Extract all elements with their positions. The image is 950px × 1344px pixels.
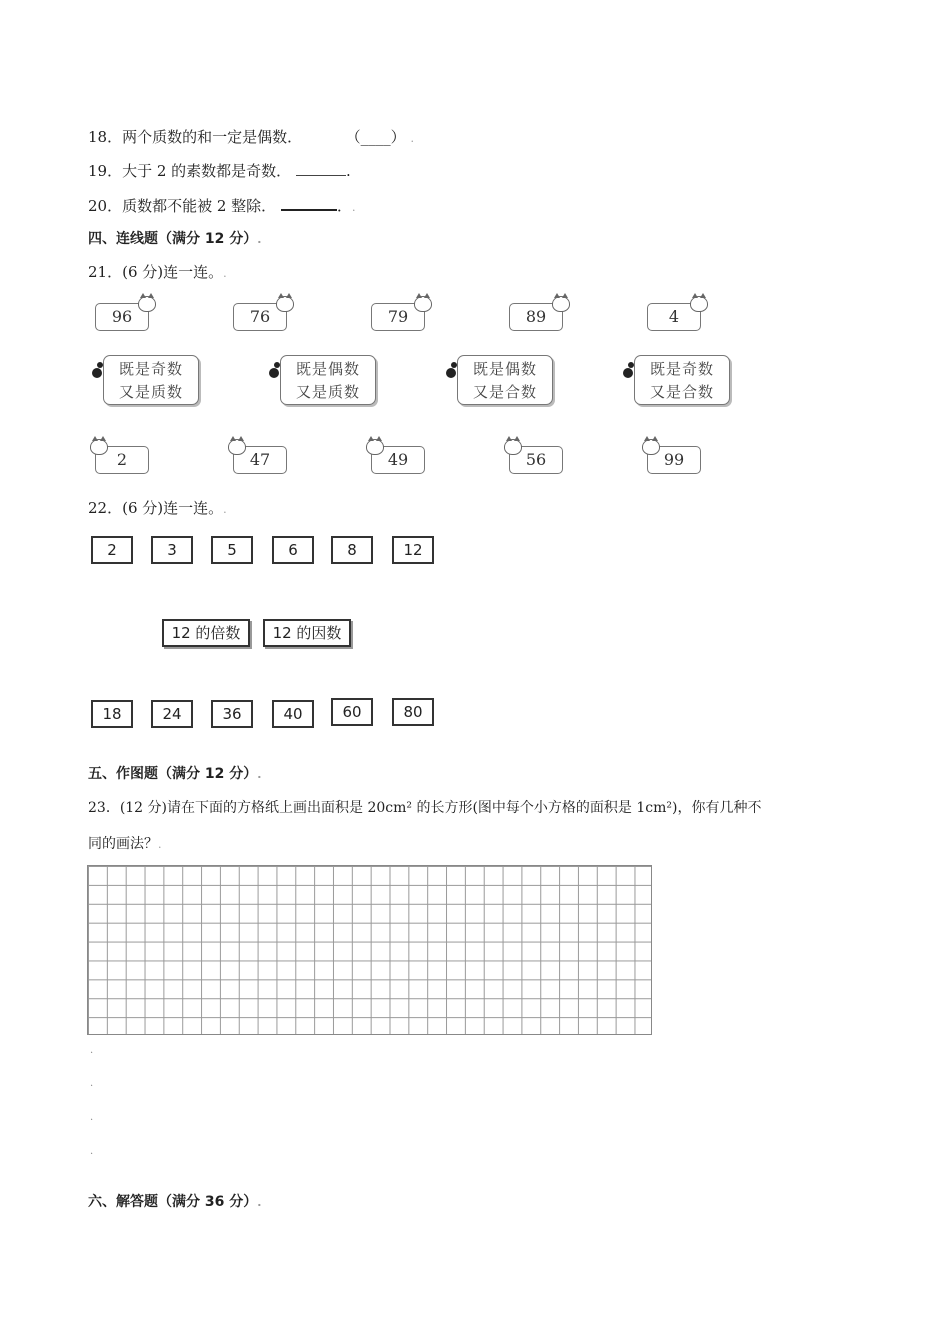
q21-top-number-tag[interactable] — [371, 303, 425, 331]
bug-icon — [623, 368, 633, 378]
question-20-text: 20．质数都不能被 2 整除． — [88, 197, 277, 215]
q21-category-box[interactable] — [280, 355, 376, 405]
question-18-text: 18．两个质数的和一定是偶数． — [88, 128, 303, 146]
bug-icon — [92, 368, 102, 378]
question-23-text-line2: 同的画法？ — [88, 836, 158, 852]
paragraph-mark: . — [90, 1146, 94, 1157]
section-5-title: 五、作图题（满分 12 分）. — [88, 766, 262, 782]
question-18: 18．两个质数的和一定是偶数． （____） . — [88, 128, 414, 146]
section-4-title: 四、连线题（满分 12 分）. — [88, 231, 262, 247]
grid-paper[interactable] — [87, 865, 652, 1035]
q22-bottom-number: 24 — [162, 705, 182, 723]
q22-top-number-box[interactable] — [211, 536, 253, 564]
section-6-title: 六、解答题（满分 36 分）. — [88, 1194, 262, 1210]
question-22: 22．(6 分)连一连。. — [88, 499, 227, 517]
question-19-answer-blank[interactable] — [296, 161, 346, 176]
q21-top-number-tag[interactable] — [95, 303, 149, 331]
q22-top-number: 5 — [227, 541, 237, 559]
q21-bottom-number-tag[interactable] — [233, 446, 287, 474]
q21-bottom-number-tag[interactable] — [509, 446, 563, 474]
q22-top-number-box[interactable] — [392, 536, 434, 564]
q22-top-number-box[interactable] — [331, 536, 373, 564]
q21-category-line1: 既是奇数 — [649, 360, 714, 378]
question-23-text-line1: 23．(12 分)请在下面的方格纸上画出面积是 20cm² 的长方形(图中每个小方格的面积是 1cm²)，你有几种不 — [88, 800, 762, 816]
question-19-text: 19．大于 2 的素数都是奇数． — [88, 162, 292, 180]
question-20: 20．质数都不能被 2 整除． ．. — [88, 197, 356, 215]
q22-multiple-of-12-box[interactable] — [162, 619, 250, 647]
cat-icon — [504, 439, 522, 455]
q22-top-number: 12 — [403, 541, 423, 559]
q21-top-number-tag[interactable] — [509, 303, 563, 331]
q22-bottom-number-box[interactable] — [272, 700, 314, 728]
bug-icon — [269, 368, 279, 378]
cat-icon — [276, 296, 294, 312]
paragraph-mark: . — [90, 1045, 94, 1056]
cat-icon — [690, 296, 708, 312]
q21-top-number-tag[interactable] — [647, 303, 701, 331]
cat-icon — [414, 296, 432, 312]
q21-top-number: 89 — [525, 307, 547, 326]
q21-top-number: 96 — [111, 307, 133, 326]
q22-top-number: 8 — [347, 541, 357, 559]
question-21: 21．(6 分)连一连。. — [88, 263, 227, 281]
bug-icon — [446, 368, 456, 378]
q21-category-box[interactable] — [457, 355, 553, 405]
q21-bottom-number-tag[interactable] — [95, 446, 149, 474]
question-23-line2: 同的画法？. — [88, 836, 162, 852]
q21-category-line2: 又是合数 — [472, 383, 537, 401]
q21-category-line2: 又是质数 — [118, 383, 183, 401]
q21-top-number: 76 — [249, 307, 271, 326]
q21-bottom-number: 56 — [525, 450, 547, 469]
q21-bottom-number: 47 — [249, 450, 271, 469]
section-5-title-text: 五、作图题（满分 12 分） — [88, 766, 258, 782]
cat-icon — [642, 439, 660, 455]
question-20-answer-blank[interactable] — [281, 195, 337, 211]
q21-bottom-number: 99 — [663, 450, 685, 469]
q21-bottom-number-tag[interactable] — [647, 446, 701, 474]
q22-bottom-number: 40 — [283, 705, 303, 723]
q22-bottom-number-box[interactable] — [211, 700, 253, 728]
cat-icon — [228, 439, 246, 455]
q21-bottom-number: 49 — [387, 450, 409, 469]
q21-category-line2: 又是合数 — [649, 383, 714, 401]
cat-icon — [552, 296, 570, 312]
q22-bottom-number-box[interactable] — [151, 700, 193, 728]
section-4-title-text: 四、连线题（满分 12 分） — [88, 231, 258, 247]
cat-icon — [366, 439, 384, 455]
q22-label: 12 的倍数 — [171, 624, 241, 642]
paragraph-mark: . — [90, 1078, 94, 1089]
q22-label: 12 的因数 — [272, 624, 342, 642]
question-19: 19．大于 2 的素数都是奇数． . — [88, 162, 351, 180]
q21-bottom-number: 2 — [116, 450, 128, 469]
q22-top-number: 3 — [167, 541, 177, 559]
cat-icon — [138, 296, 156, 312]
section-6-title-text: 六、解答题（满分 36 分） — [88, 1194, 258, 1210]
q22-bottom-number: 36 — [222, 705, 242, 723]
q21-top-number: 4 — [668, 307, 680, 326]
paragraph-mark: . — [90, 1112, 94, 1123]
q22-bottom-number: 60 — [342, 703, 362, 721]
q21-category-box[interactable] — [103, 355, 199, 405]
q22-bottom-number-box[interactable] — [91, 700, 133, 728]
q21-category-line1: 既是奇数 — [118, 360, 183, 378]
q22-bottom-number-box[interactable] — [392, 698, 434, 726]
question-18-answer-paren[interactable]: （____） — [345, 128, 406, 146]
q22-top-number-box[interactable] — [151, 536, 193, 564]
question-23-line1 — [88, 798, 761, 818]
q21-category-line2: 又是质数 — [295, 383, 360, 401]
q22-top-number-box[interactable] — [91, 536, 133, 564]
q22-top-number-box[interactable] — [272, 536, 314, 564]
question-22-text: 22．(6 分)连一连。 — [88, 499, 224, 517]
q22-factor-of-12-box[interactable] — [263, 619, 351, 647]
q21-bottom-number-tag[interactable] — [371, 446, 425, 474]
q22-bottom-number: 80 — [403, 703, 423, 721]
q21-category-line1: 既是偶数 — [472, 360, 537, 378]
question-21-text: 21．(6 分)连一连。 — [88, 263, 224, 281]
q22-top-number: 2 — [107, 541, 117, 559]
q21-category-line1: 既是偶数 — [295, 360, 360, 378]
q22-bottom-number: 18 — [102, 705, 122, 723]
q22-top-number: 6 — [288, 541, 298, 559]
q22-bottom-number-box[interactable] — [331, 698, 373, 726]
q21-top-number: 79 — [387, 307, 409, 326]
q21-top-number-tag[interactable] — [233, 303, 287, 331]
q21-category-box[interactable] — [634, 355, 730, 405]
cat-icon — [90, 439, 108, 455]
